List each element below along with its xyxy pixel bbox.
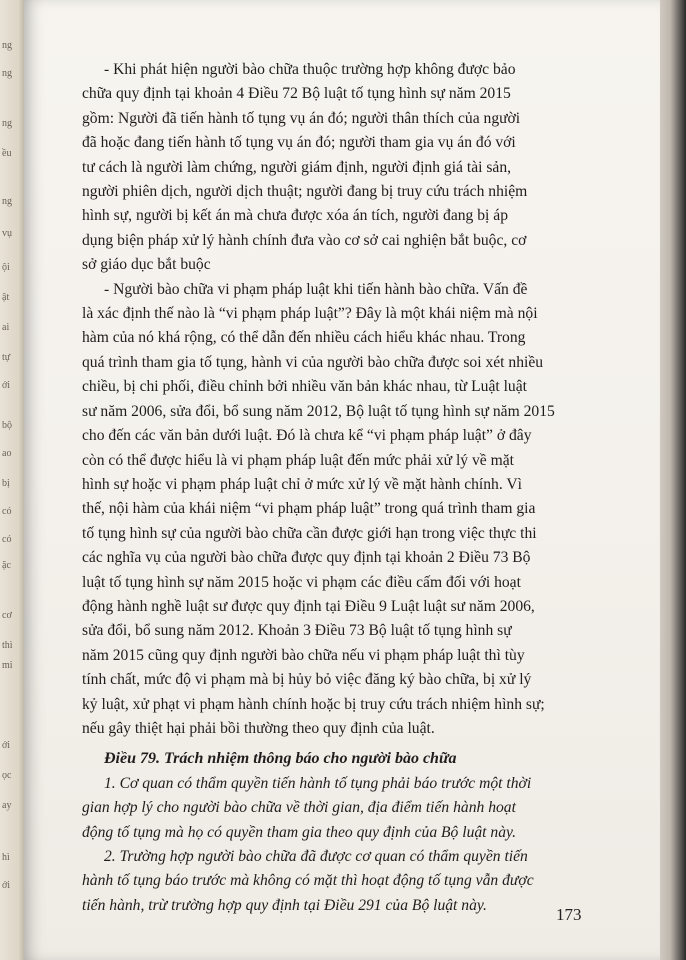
text-line: sư năm 2006, sửa đổi, bổ sung năm 2012, Bộ luật tố tụng hình sự năm 2015 xyxy=(82,402,555,420)
edge-fragment: ội xyxy=(2,262,10,273)
text-line: tính chất, mức độ vi phạm mà bị hủy bỏ việc đăng ký bào chữa, bị xử lý xyxy=(82,671,532,689)
text-line: hình sự hoặc vi phạm pháp luật chỉ ở mức xử lý về mặt hành chính. Vì xyxy=(82,475,522,493)
text-line: tố tụng hình sự của người bào chữa cần được giới hạn trong việc thực thi xyxy=(82,524,537,542)
edge-fragment: ới xyxy=(2,380,11,391)
edge-fragment: hì xyxy=(2,852,10,863)
edge-fragment: bị xyxy=(2,478,10,489)
edge-fragment: bộ xyxy=(2,420,12,431)
text-line: chữa quy định tại khoản 4 Điều 72 Bộ luật tố tụng hình sự năm 2015 xyxy=(82,85,511,103)
edge-fragment: ng xyxy=(2,118,12,129)
text-line: sở giáo dục bắt buộc xyxy=(82,256,211,274)
text-line: gồm: Người đã tiến hành tố tụng vụ án đó; người thân thích của người xyxy=(82,109,521,127)
text-line: tiến hành, trừ trường hợp quy định tại Điều 291 của Bộ luật này. xyxy=(82,896,487,914)
body-text xyxy=(82,58,638,918)
edge-fragment: tự xyxy=(2,352,11,363)
text-line: - Khi phát hiện người bào chữa thuộc trường hợp không được bảo xyxy=(104,61,516,78)
text-line: đã hoặc đang tiến hành tố tụng vụ án đó; người tham gia vụ án đó với xyxy=(82,134,516,152)
text-line: năm 2015 cũng quy định người bào chữa nếu vi phạm pháp luật thì tùy xyxy=(82,646,525,664)
edge-fragment: ng xyxy=(2,196,12,207)
text-line: còn có thể được hiểu là vi phạm pháp luật đến mức phải xử lý về mặt xyxy=(82,451,514,469)
text-line: thế, nội hàm của khái niệm “vi phạm pháp luật” trong quá trình tham gia xyxy=(82,500,536,518)
edge-fragment: cơ xyxy=(2,610,12,621)
edge-fragment: ng xyxy=(2,40,12,51)
edge-fragment: ới xyxy=(2,880,11,891)
edge-fragment: ật xyxy=(2,292,10,303)
text-line: hành tố tụng báo trước mà không có mặt thì hoạt động tố tụng vẫn được xyxy=(82,872,534,890)
previous-page-edge xyxy=(0,0,26,960)
edge-fragment: ọc xyxy=(2,770,12,781)
text-line: cho đến các văn bản dưới luật. Đó là chưa kể “vi phạm pháp luật” ở đây xyxy=(82,427,532,445)
text-line: các nghĩa vụ của người bào chữa được quy định tại khoản 2 Điều 73 Bộ xyxy=(82,549,531,567)
text-line: kỷ luật, xử phạt vi phạm hành chính hoặc bị truy cứu trách nhiệm hình sự; xyxy=(82,695,545,713)
edge-fragment: ai xyxy=(2,322,10,333)
edge-fragment: ều xyxy=(2,148,12,159)
text-line: 2. Trường hợp người bào chữa đã được cơ quan có thẩm quyền tiến xyxy=(104,848,528,865)
edge-fragment: có xyxy=(2,506,12,517)
text-line: động tố tụng mà họ có quyền tham gia theo quy định của Bộ luật này. xyxy=(82,823,516,841)
text-line: động hành nghề luật sư được quy định tại Điều 9 Luật luật sư năm 2006, xyxy=(82,597,535,615)
text-line: người phiên dịch, người dịch thuật; người đang bị truy cứu trách nhiệm xyxy=(82,183,528,201)
edge-fragment: ay xyxy=(2,800,12,811)
text-line: dụng biện pháp xử lý hành chính đưa vào cơ sở cai nghiện bắt buộc, cơ xyxy=(82,231,527,249)
text-line: quá trình tham gia tố tụng, hành vi của người bào chữa được soi xét nhiều xyxy=(82,353,544,371)
text-line: hàm của nó khá rộng, có thể dẫn đến nhiều cách hiểu khác nhau. Trong xyxy=(82,329,526,347)
text-line: chiều, bị chi phối, điều chỉnh bởi nhiều văn bản khác nhau, từ Luật luật xyxy=(82,378,527,396)
edge-fragment: vụ xyxy=(2,228,12,239)
edge-fragment: mi xyxy=(2,660,13,671)
edge-fragment: có xyxy=(2,534,12,545)
edge-fragment: thì xyxy=(2,640,13,651)
text-line: nếu gây thiệt hại phải bồi thường theo quy định của luật. xyxy=(82,719,435,737)
text-line: là xác định thế nào là “vi phạm pháp luật”? Đây là một khái niệm mà nội xyxy=(82,305,538,323)
book-page xyxy=(24,0,660,960)
edge-fragment: ao xyxy=(2,448,12,459)
text-line: sửa đổi, bổ sung năm 2012. Khoản 3 Điều 73 Bộ luật tố tụng hình sự xyxy=(82,622,512,640)
text-line: 1. Cơ quan có thẩm quyền tiến hành tố tụng phải báo trước một thời xyxy=(104,774,532,792)
text-line: luật tố tụng hình sự năm 2015 hoặc vi phạm các điều cấm đối với hoạt xyxy=(82,573,521,591)
edge-fragment: ới xyxy=(2,740,11,751)
edge-fragment: ng xyxy=(2,68,12,79)
text-line: hình sự, người bị kết án mà chưa được xóa án tích, người đang bị áp xyxy=(82,207,508,225)
text-line: gian hợp lý cho người bào chữa về thời gian, địa điểm tiến hành hoạt xyxy=(82,799,516,817)
edge-fragment: ặc xyxy=(2,560,11,571)
text-line: tư cách là người làm chứng, người giám định, người định giá tài sản, xyxy=(82,158,512,176)
text-line: - Người bào chữa vi phạm pháp luật khi tiến hành bào chữa. Vấn đề xyxy=(104,280,528,298)
book-spine xyxy=(660,0,686,960)
article-heading: Điều 79. Trách nhiệm thông báo cho người bào chữa xyxy=(104,750,457,768)
page-number: 173 xyxy=(556,905,582,924)
